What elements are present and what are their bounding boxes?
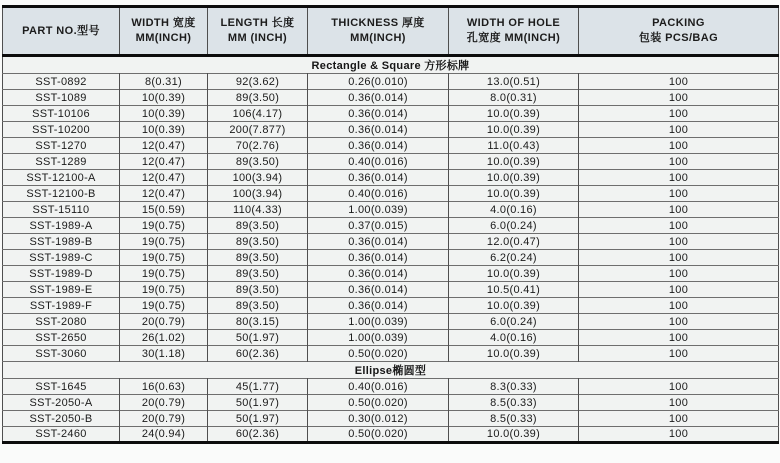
cell-thickness: 0.36(0.014) — [308, 138, 449, 154]
cell-hole-width: 8.3(0.33) — [449, 379, 579, 395]
cell-hole-width: 8.5(0.33) — [449, 411, 579, 427]
cell-length: 89(3.50) — [208, 234, 308, 250]
cell-thickness: 1.00(0.039) — [308, 202, 449, 218]
cell-length: 50(1.97) — [208, 411, 308, 427]
table-row — [3, 379, 779, 395]
cell-length: 200(7.877) — [208, 122, 308, 138]
header-cell-length — [208, 7, 308, 56]
table-row — [3, 427, 779, 443]
cell-width: 20(0.79) — [120, 395, 208, 411]
header-label: WIDTH OF HOLE — [466, 17, 561, 30]
cell-hole-width: 6.2(0.24) — [449, 250, 579, 266]
cell-width: 19(0.75) — [120, 298, 208, 314]
table-row — [3, 186, 779, 202]
cell-hole-width: 10.0(0.39) — [449, 186, 579, 202]
cell-width: 15(0.59) — [120, 202, 208, 218]
cell-packing: 100 — [579, 346, 779, 362]
cell-thickness: 0.36(0.014) — [308, 106, 449, 122]
table-row — [3, 122, 779, 138]
cell-length: 100(3.94) — [208, 186, 308, 202]
cell-thickness: 0.50(0.020) — [308, 427, 449, 443]
cell-length: 100(3.94) — [208, 170, 308, 186]
table-row — [3, 330, 779, 346]
header-label: PART NO.型号 — [22, 24, 100, 37]
cell-packing: 100 — [579, 298, 779, 314]
cell-part-no: SST-15110 — [3, 202, 120, 218]
cell-thickness: 0.36(0.014) — [308, 250, 449, 266]
cell-packing: 100 — [579, 106, 779, 122]
cell-part-no: SST-12100-B — [3, 186, 120, 202]
header-sublabel: MM(INCH) — [135, 32, 192, 44]
header-cell-part-no — [3, 7, 120, 56]
table-row — [3, 282, 779, 298]
cell-packing: 100 — [579, 314, 779, 330]
cell-thickness: 0.40(0.016) — [308, 186, 449, 202]
cell-packing: 100 — [579, 170, 779, 186]
cell-length: 60(2.36) — [208, 346, 308, 362]
table-row — [3, 346, 779, 362]
cell-length: 50(1.97) — [208, 395, 308, 411]
cell-width: 12(0.47) — [120, 138, 208, 154]
cell-part-no: SST-1989-E — [3, 282, 120, 298]
cell-length: 89(3.50) — [208, 154, 308, 170]
cell-hole-width: 8.0(0.31) — [449, 90, 579, 106]
cell-hole-width: 12.0(0.47) — [449, 234, 579, 250]
header-sublabel: MM (INCH) — [227, 32, 288, 44]
cell-part-no: SST-2050-B — [3, 411, 120, 427]
table-row — [3, 170, 779, 186]
header-sublabel: 包装 PCS/BAG — [638, 32, 719, 44]
table-row — [3, 90, 779, 106]
cell-part-no: SST-3060 — [3, 346, 120, 362]
table-row — [3, 138, 779, 154]
cell-hole-width: 10.0(0.39) — [449, 122, 579, 138]
cell-length: 89(3.50) — [208, 250, 308, 266]
cell-length: 89(3.50) — [208, 282, 308, 298]
header-sublabel: 孔宽度 MM(INCH) — [466, 32, 561, 44]
cell-part-no: SST-2460 — [3, 427, 120, 443]
cell-thickness: 0.50(0.020) — [308, 346, 449, 362]
cell-part-no: SST-1089 — [3, 90, 120, 106]
cell-part-no: SST-1270 — [3, 138, 120, 154]
cell-width: 26(1.02) — [120, 330, 208, 346]
cell-thickness: 1.00(0.039) — [308, 314, 449, 330]
cell-width: 12(0.47) — [120, 170, 208, 186]
cell-length: 89(3.50) — [208, 90, 308, 106]
cell-width: 19(0.75) — [120, 218, 208, 234]
cell-hole-width: 6.0(0.24) — [449, 218, 579, 234]
cell-hole-width: 10.0(0.39) — [449, 170, 579, 186]
section-title: Ellipse椭圆型 — [3, 362, 779, 379]
cell-width: 24(0.94) — [120, 427, 208, 443]
header-cell-thickness — [308, 7, 449, 56]
cell-length: 89(3.50) — [208, 298, 308, 314]
table-row — [3, 74, 779, 90]
cell-packing: 100 — [579, 282, 779, 298]
cell-packing: 100 — [579, 154, 779, 170]
cell-width: 10(0.39) — [120, 106, 208, 122]
section-row — [3, 362, 779, 379]
cell-length: 92(3.62) — [208, 74, 308, 90]
cell-width: 12(0.47) — [120, 154, 208, 170]
cell-thickness: 0.36(0.014) — [308, 234, 449, 250]
cell-packing: 100 — [579, 234, 779, 250]
cell-length: 89(3.50) — [208, 266, 308, 282]
header-label: THICKNESS 厚度 — [331, 17, 425, 30]
table-row — [3, 106, 779, 122]
cell-thickness: 0.37(0.015) — [308, 218, 449, 234]
header-cell-hole-width — [449, 7, 579, 56]
cell-packing: 100 — [579, 411, 779, 427]
cell-length: 106(4.17) — [208, 106, 308, 122]
cell-hole-width: 10.0(0.39) — [449, 266, 579, 282]
cell-part-no: SST-1989-A — [3, 218, 120, 234]
cell-width: 8(0.31) — [120, 74, 208, 90]
cell-packing: 100 — [579, 395, 779, 411]
cell-length: 50(1.97) — [208, 330, 308, 346]
cell-packing: 100 — [579, 218, 779, 234]
cell-width: 19(0.75) — [120, 266, 208, 282]
cell-width: 30(1.18) — [120, 346, 208, 362]
cell-thickness: 0.36(0.014) — [308, 266, 449, 282]
table-row — [3, 202, 779, 218]
cell-packing: 100 — [579, 202, 779, 218]
header-sublabel: MM(INCH) — [350, 32, 406, 44]
spec-table — [2, 5, 779, 444]
header-label: LENGTH 长度 — [220, 17, 295, 30]
cell-hole-width: 4.0(0.16) — [449, 330, 579, 346]
cell-part-no: SST-10200 — [3, 122, 120, 138]
cell-width: 10(0.39) — [120, 122, 208, 138]
cell-hole-width: 6.0(0.24) — [449, 314, 579, 330]
cell-length: 89(3.50) — [208, 218, 308, 234]
table-row — [3, 266, 779, 282]
cell-part-no: SST-1989-C — [3, 250, 120, 266]
cell-hole-width: 11.0(0.43) — [449, 138, 579, 154]
cell-packing: 100 — [579, 330, 779, 346]
cell-thickness: 0.30(0.012) — [308, 411, 449, 427]
cell-thickness: 0.40(0.016) — [308, 154, 449, 170]
cell-thickness: 0.36(0.014) — [308, 298, 449, 314]
cell-part-no: SST-2080 — [3, 314, 120, 330]
cell-part-no: SST-0892 — [3, 74, 120, 90]
cell-packing: 100 — [579, 379, 779, 395]
cell-hole-width: 10.0(0.39) — [449, 298, 579, 314]
cell-length: 45(1.77) — [208, 379, 308, 395]
table-row — [3, 395, 779, 411]
cell-hole-width: 13.0(0.51) — [449, 74, 579, 90]
table-row — [3, 234, 779, 250]
cell-width: 12(0.47) — [120, 186, 208, 202]
cell-packing: 100 — [579, 138, 779, 154]
header-row — [3, 7, 779, 56]
cell-part-no: SST-2650 — [3, 330, 120, 346]
cell-length: 70(2.76) — [208, 138, 308, 154]
cell-part-no: SST-10106 — [3, 106, 120, 122]
table-row — [3, 314, 779, 330]
cell-thickness: 0.40(0.016) — [308, 379, 449, 395]
cell-length: 110(4.33) — [208, 202, 308, 218]
cell-hole-width: 10.5(0.41) — [449, 282, 579, 298]
cell-thickness: 0.36(0.014) — [308, 90, 449, 106]
header-label: PACKING — [652, 17, 705, 30]
cell-thickness: 1.00(0.039) — [308, 330, 449, 346]
cell-packing: 100 — [579, 250, 779, 266]
section-row — [3, 56, 779, 74]
table-row — [3, 411, 779, 427]
cell-thickness: 0.50(0.020) — [308, 395, 449, 411]
cell-thickness: 0.26(0.010) — [308, 74, 449, 90]
cell-width: 16(0.63) — [120, 379, 208, 395]
cell-packing: 100 — [579, 74, 779, 90]
header-label: WIDTH 宽度 — [131, 17, 196, 30]
cell-thickness: 0.36(0.014) — [308, 122, 449, 138]
cell-part-no: SST-1289 — [3, 154, 120, 170]
cell-thickness: 0.36(0.014) — [308, 282, 449, 298]
cell-hole-width: 10.0(0.39) — [449, 154, 579, 170]
section-title: Rectangle & Square 方形标牌 — [3, 56, 779, 74]
cell-length: 60(2.36) — [208, 427, 308, 443]
cell-part-no: SST-1645 — [3, 379, 120, 395]
cell-width: 20(0.79) — [120, 411, 208, 427]
cell-hole-width: 10.0(0.39) — [449, 427, 579, 443]
cell-width: 20(0.79) — [120, 314, 208, 330]
cell-packing: 100 — [579, 186, 779, 202]
cell-packing: 100 — [579, 427, 779, 443]
cell-packing: 100 — [579, 266, 779, 282]
cell-thickness: 0.36(0.014) — [308, 170, 449, 186]
cell-width: 19(0.75) — [120, 234, 208, 250]
cell-hole-width: 10.0(0.39) — [449, 106, 579, 122]
cell-part-no: SST-1989-D — [3, 266, 120, 282]
header-cell-packing — [579, 7, 779, 56]
cell-part-no: SST-12100-A — [3, 170, 120, 186]
table-row — [3, 154, 779, 170]
cell-hole-width: 4.0(0.16) — [449, 202, 579, 218]
cell-length: 80(3.15) — [208, 314, 308, 330]
cell-part-no: SST-2050-A — [3, 395, 120, 411]
cell-part-no: SST-1989-F — [3, 298, 120, 314]
cell-hole-width: 10.0(0.39) — [449, 346, 579, 362]
table-row — [3, 250, 779, 266]
table-row — [3, 298, 779, 314]
cell-part-no: SST-1989-B — [3, 234, 120, 250]
cell-packing: 100 — [579, 122, 779, 138]
cell-width: 19(0.75) — [120, 250, 208, 266]
cell-width: 19(0.75) — [120, 282, 208, 298]
header-cell-width — [120, 7, 208, 56]
cell-width: 10(0.39) — [120, 90, 208, 106]
cell-packing: 100 — [579, 90, 779, 106]
cell-hole-width: 8.5(0.33) — [449, 395, 579, 411]
table-row — [3, 218, 779, 234]
